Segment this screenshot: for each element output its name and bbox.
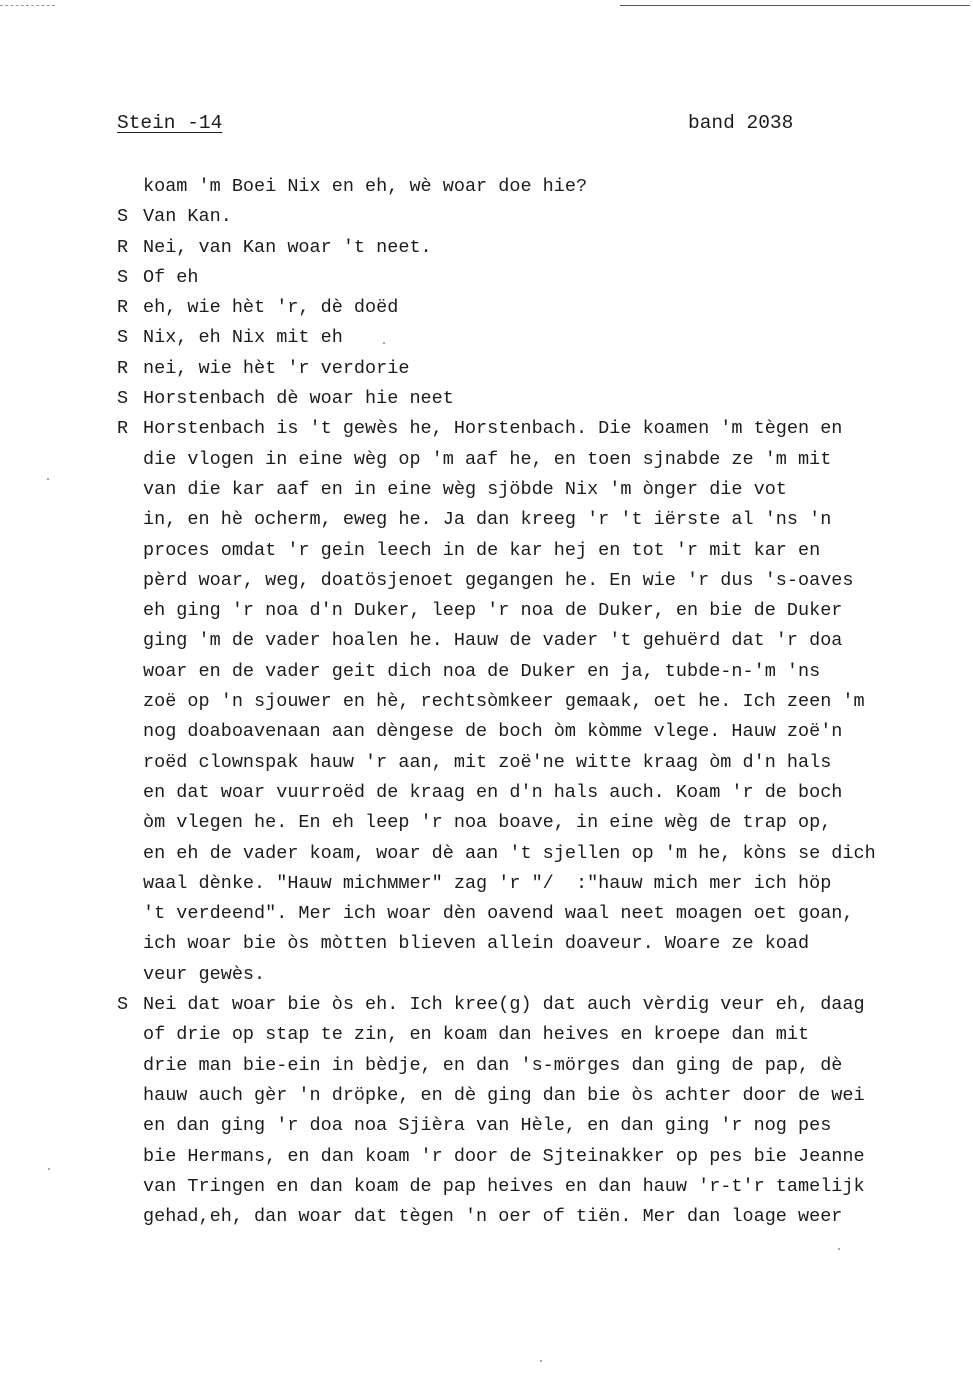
top-right-rule	[620, 5, 970, 6]
line-text: en dat woar vuurroëd de kraag en d'n hals auch. Koam 'r de boch	[143, 781, 843, 803]
transcript-line	[117, 1051, 967, 1081]
paper-speck	[383, 342, 385, 344]
line-text: in, en hè ocherm, eweg he. Ja dan kreeg 'r 't iërste al 'ns 'n	[143, 509, 832, 531]
line-text: van die kar aaf en in eine wèg sjöbde Nix 'm ònger die vot	[143, 478, 787, 500]
line-text: gehad,eh, dan woar dat tègen 'n oer of tiën. Mer dan loage weer	[143, 1206, 843, 1228]
line-text: eh ging 'r noa d'n Duker, leep 'r noa de Duker, en bie de Duker	[143, 600, 843, 622]
line-text: pèrd woar, weg, doatösjenoet gegangen he. En wie 'r dus 's-oaves	[143, 569, 854, 591]
page-header-right: band 2038	[688, 112, 794, 134]
line-text: Nix, eh Nix mit eh	[143, 327, 343, 349]
transcript-line	[117, 1202, 967, 1232]
line-text: woar en de vader geit dich noa de Duker en ja, tubde-n-'m 'ns	[143, 660, 821, 682]
paper-speck	[838, 1248, 840, 1250]
line-text: òm vlegen he. En eh leep 'r noa boave, in eine wèg de trap op,	[143, 812, 832, 834]
line-text: waal dènke. "Hauw michммer" zag 'r "/ :"hauw mich mer ich höp	[143, 872, 832, 894]
transcript-line	[117, 384, 967, 414]
line-text: ich woar bie òs mòtten blieven allein doaveur. Woare ze koad	[143, 933, 810, 955]
line-text: 't verdeend". Mer ich woar dèn oavend waal neet moagen oet goan,	[143, 903, 854, 925]
transcript-line	[117, 778, 967, 808]
line-text: hauw auch gèr 'n dröpke, en dè ging dan bie òs achter door de wei	[143, 1084, 865, 1106]
line-text: nog doaboavenaan aan dèngese de boch òm kòmme vlege. Hauw zoë'n	[143, 721, 843, 743]
transcript-line	[117, 354, 967, 384]
transcript-line	[117, 1172, 967, 1202]
line-text: roëd clownspak hauw 'r aan, mit zoë'ne witte kraag òm d'n hals	[143, 751, 832, 773]
speaker-label: S	[117, 388, 129, 410]
line-text: en eh de vader koam, woar dè aan 't sjellen op 'm he, kòns se dich	[143, 842, 876, 864]
speaker-label: R	[117, 357, 129, 379]
transcript-line	[117, 233, 967, 263]
transcript-line	[117, 626, 967, 656]
speaker-label: S	[117, 206, 129, 228]
transcript-line	[117, 323, 967, 353]
line-text: die vlogen in eine wèg op 'm aaf he, en toen sjnabde ze 'm mit	[143, 448, 832, 470]
transcript-body	[117, 172, 967, 1232]
transcript-line	[117, 536, 967, 566]
transcript-line	[117, 414, 967, 444]
speaker-label: R	[117, 297, 129, 319]
line-text: drie man bie-ein in bèdje, en dan 's-mörges dan ging de pap, dè	[143, 1054, 843, 1076]
line-text: proces omdat 'r gein leech in de kar hej en tot 'r mit kar en	[143, 539, 821, 561]
line-text: Of eh	[143, 266, 199, 288]
line-text: Horstenbach is 't gewès he, Horstenbach. Die koamen 'm tègen en	[143, 418, 843, 440]
line-text: veur gewès.	[143, 963, 266, 985]
speaker-label: S	[117, 327, 129, 349]
transcript-line	[117, 717, 967, 747]
line-text: bie Hermans, en dan koam 'r door de Sjteinakker op pes bie Jeanne	[143, 1145, 865, 1167]
transcript-line	[117, 1020, 967, 1050]
transcript-line	[117, 990, 967, 1020]
transcript-line	[117, 1081, 967, 1111]
transcript-line	[117, 202, 967, 232]
speaker-label: S	[117, 266, 129, 288]
transcript-line	[117, 566, 967, 596]
line-text: eh, wie hèt 'r, dè doëd	[143, 297, 399, 319]
transcript-line	[117, 687, 967, 717]
speaker-label: R	[117, 236, 129, 258]
transcript-line	[117, 293, 967, 323]
transcript-line	[117, 899, 967, 929]
paper-speck	[540, 1360, 542, 1362]
line-text: Horstenbach dè woar hie neet	[143, 388, 454, 410]
line-text: van Tringen en dan koam de pap heives en dan hauw 'r-t'r tamelijk	[143, 1175, 865, 1197]
line-text: Van Kan.	[143, 206, 232, 228]
top-left-dash	[0, 5, 55, 6]
line-text: koam 'm Boei Nix en eh, wè woar doe hie?	[143, 176, 588, 197]
page-header-left: Stein -14	[117, 112, 223, 134]
transcript-line	[117, 505, 967, 535]
transcript-line	[117, 1142, 967, 1172]
transcript-line	[117, 445, 967, 475]
line-text: of drie op stap te zin, en koam dan heives en kroepe dan mit	[143, 1024, 810, 1046]
transcript-line	[117, 596, 967, 626]
line-text: nei, wie hèt 'r verdorie	[143, 357, 410, 379]
transcript-line	[117, 808, 967, 838]
line-text: Nei, van Kan woar 't neet.	[143, 236, 432, 258]
transcript-line	[117, 869, 967, 899]
line-text: ging 'm de vader hoalen he. Hauw de vader 't gehuërd dat 'r doa	[143, 630, 843, 652]
speaker-label: S	[117, 994, 129, 1016]
paper-speck	[48, 1168, 50, 1170]
line-text: Nei dat woar bie òs eh. Ich kree(g) dat auch vèrdig veur eh, daag	[143, 994, 865, 1016]
line-text: zoë op 'n sjouwer en hè, rechtsòmkeer gemaak, oet he. Ich zeen 'm	[143, 691, 865, 713]
transcript-line	[117, 960, 967, 990]
transcript-line	[117, 748, 967, 778]
line-text: en dan ging 'r doa noa Sjièra van Hèle, en dan ging 'r nog pes	[143, 1115, 832, 1137]
transcript-line	[117, 475, 967, 505]
transcript-line	[117, 263, 967, 293]
transcript-line	[117, 839, 967, 869]
speaker-label: R	[117, 418, 129, 440]
transcript-line	[117, 929, 967, 959]
transcript-line	[117, 657, 967, 687]
paper-speck	[47, 478, 49, 480]
transcript-line	[117, 1111, 967, 1141]
transcript-line	[117, 172, 967, 202]
